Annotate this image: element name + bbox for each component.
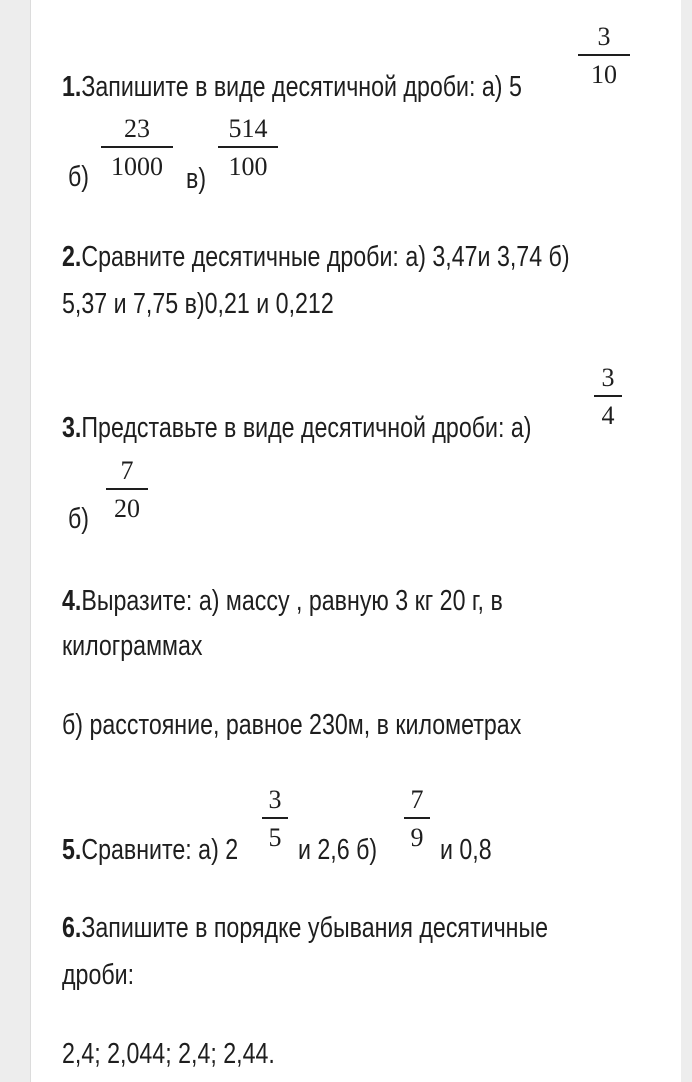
task-3-label-b: б) xyxy=(68,503,90,535)
task-5-number: 5. xyxy=(62,834,82,866)
task-3-number: 3. xyxy=(62,412,82,444)
task-6-line-3: 2,4; 2,044; 2,4; 2,44. xyxy=(62,1038,275,1070)
task-2-number: 2. xyxy=(62,241,82,273)
task-1-number: 1. xyxy=(62,71,82,103)
task-4-line-3: б) расстояние, равное 230м, в километрах xyxy=(62,709,522,741)
task-5-line-1: 5.Сравните: а) 2 xyxy=(62,834,239,866)
task-1-label-v: в) xyxy=(186,163,207,195)
task-2-line-2: 5,37 и 7,75 в)0,21 и 0,212 xyxy=(62,288,334,320)
task-6-line-1: 6.Запишите в порядке убывания десятичные xyxy=(62,912,549,944)
task-3-line-1: 3.Представьте в виде десятичной дроби: а) xyxy=(62,412,532,444)
task-2-line-1: 2.Сравните десятичные дроби: а) 3,47и 3,74 б) xyxy=(62,241,570,273)
task-1-label-b: б) xyxy=(68,161,90,193)
task-5-text-c: и 0,8 xyxy=(440,834,492,866)
task-5-text-b: и 2,6 б) xyxy=(298,834,378,866)
task-4-number: 4. xyxy=(62,585,82,617)
task-6-number: 6. xyxy=(62,912,82,944)
task-4-line-1: 4.Выразите: а) массу , равную 3 кг 20 г, в xyxy=(62,585,503,617)
task-6-line-2: дроби: xyxy=(62,959,135,991)
task-4-line-2: килограммах xyxy=(62,630,203,662)
task-1-line-1: 1.Запишите в виде десятичной дроби: а) 5 xyxy=(62,71,522,103)
